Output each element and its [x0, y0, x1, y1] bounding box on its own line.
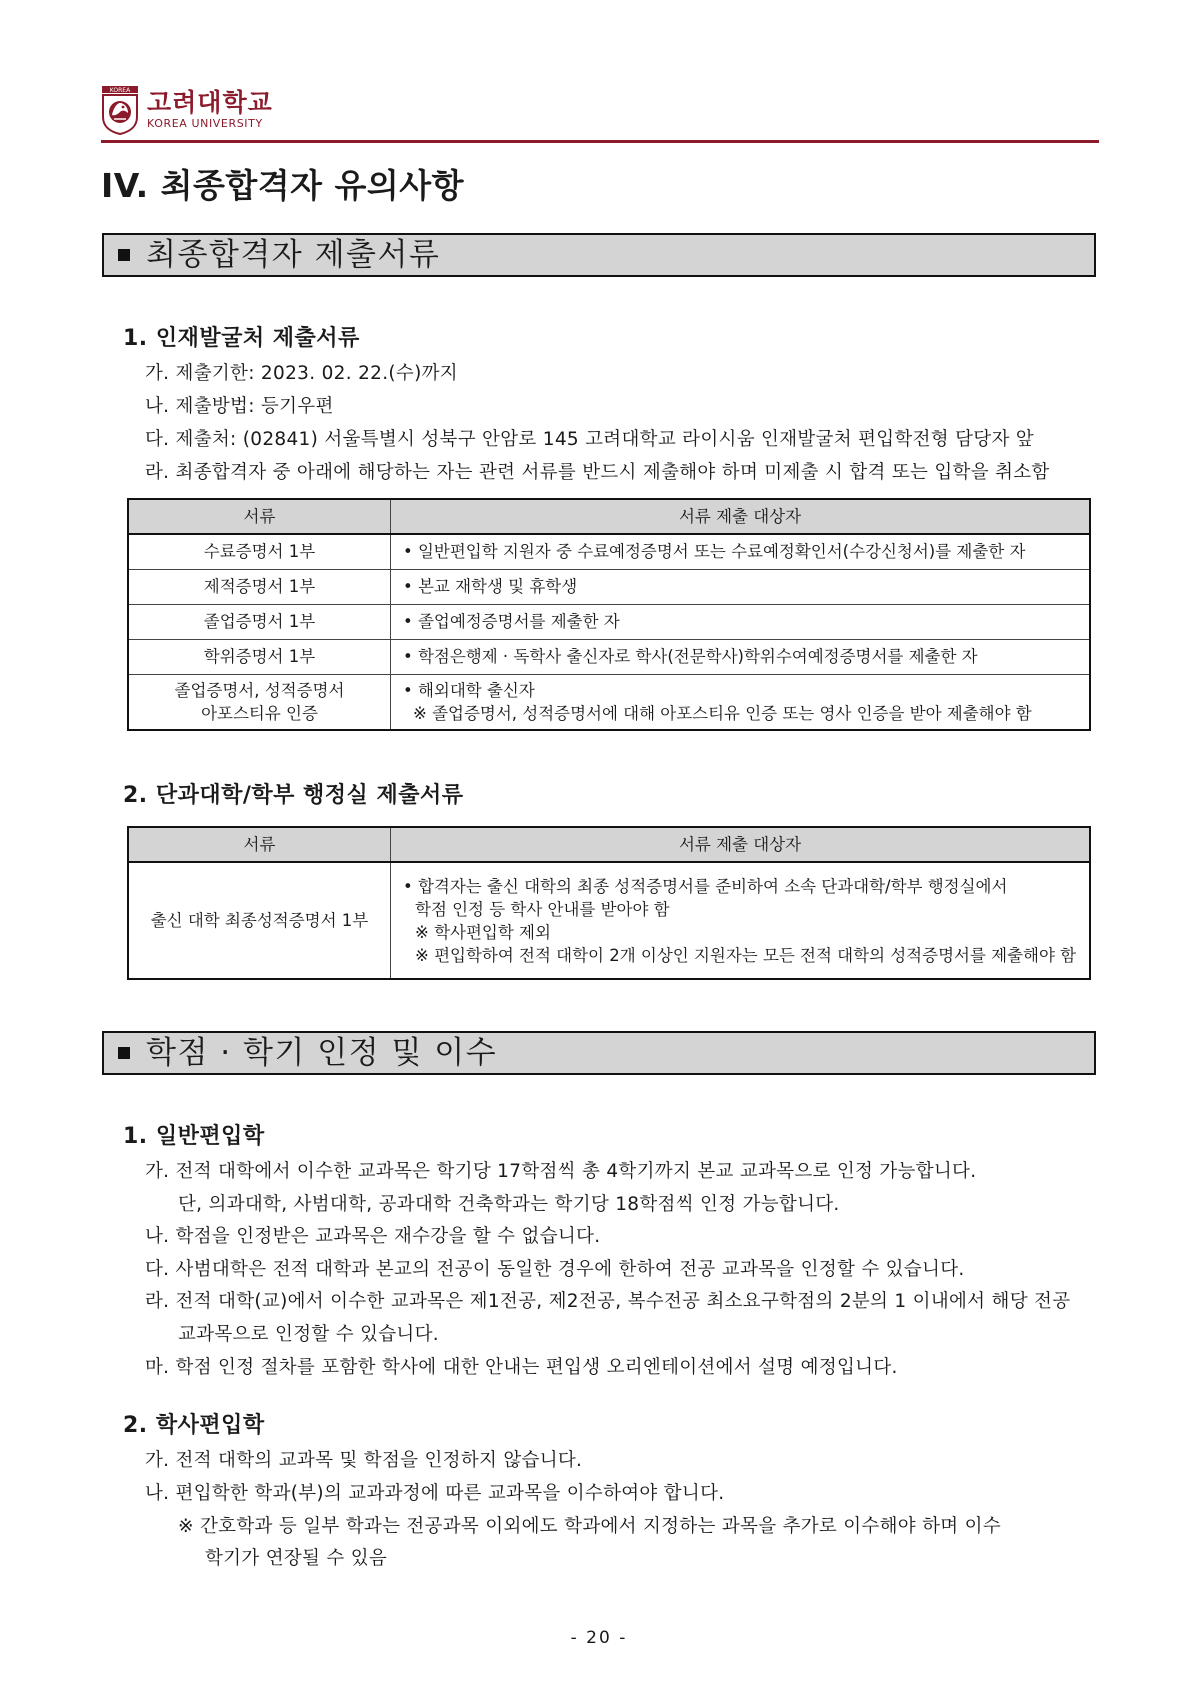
note-item-continuation: 학기가 연장될 수 있음 [205, 1548, 388, 1569]
list-item: 다. 제출처: (02841) 서울특별시 성북구 안암로 145 고려대학교 라이시움 인재발굴처 편입학전형 담당자 앞 [145, 429, 1034, 450]
university-seal-icon [101, 85, 139, 135]
subsection-title: 2. 학사편입학 [123, 1413, 265, 1438]
list-item: 가. 전적 대학에서 이수한 교과목은 학기당 17학점씩 총 4학기까지 본교 교과목으로 인정 가능합니다. [145, 1161, 977, 1182]
table-cell: 수료증명서 1부 [128, 534, 391, 569]
table-header-row [128, 499, 1090, 534]
list-item: 가. 전적 대학의 교과목 및 학점을 인정하지 않습니다. [145, 1450, 583, 1471]
svg-text:KOREA: KOREA [109, 87, 131, 94]
table-cell: • 졸업예정증명서를 제출한 자 [391, 604, 1091, 639]
section-band-documents [102, 233, 1096, 277]
square-bullet-icon [118, 249, 130, 261]
table-row [128, 862, 1090, 979]
section-title: 학점 · 학기 인정 및 이수 [146, 1035, 498, 1071]
table-row [128, 534, 1090, 569]
column-header: 서류 제출 대상자 [391, 499, 1091, 534]
square-bullet-icon [118, 1047, 130, 1059]
logo-name-english: KOREA UNIVERSITY [147, 117, 263, 130]
table-row [128, 604, 1090, 639]
cell-line: • 합격자는 출신 대학의 최종 성적증명서를 준비하여 소속 단과대학/학부 행정실에서 [403, 876, 1008, 896]
logo-name-korean: 고려대학교 [147, 88, 273, 117]
page-number: - 20 - [570, 1628, 628, 1648]
cell-line: ※ 학사편입학 제외 [415, 922, 551, 942]
cell-line: 아포스티유 인증 [201, 703, 318, 723]
table-header-row [128, 827, 1090, 862]
table-cell: 제적증명서 1부 [128, 569, 391, 604]
chapter-title: IV. 최종합격자 유의사항 [101, 166, 464, 205]
list-item: 나. 편입학한 학과(부)의 교과과정에 따른 교과목을 이수하여야 합니다. [145, 1483, 725, 1504]
list-item: 다. 사범대학은 전적 대학과 본교의 전공이 동일한 경우에 한하여 전공 교과목을 인정할 수 있습니다. [145, 1259, 965, 1280]
table-row [128, 639, 1090, 674]
subsection-title: 2. 단과대학/학부 행정실 제출서류 [123, 783, 464, 808]
table-cell: • 본교 재학생 및 휴학생 [391, 569, 1091, 604]
column-header: 서류 [128, 499, 391, 534]
list-item-continuation: 단, 의과대학, 사범대학, 공과대학 건축학과는 학기당 18학점씩 인정 가능합니다. [178, 1194, 840, 1215]
cell-line: 졸업증명서, 성적증명서 [174, 680, 345, 700]
list-item: 가. 제출기한: 2023. 02. 22.(수)까지 [145, 363, 458, 384]
university-logo [101, 85, 273, 135]
cell-line: • 해외대학 출신자 [403, 680, 535, 700]
list-item: 마. 학점 인정 절차를 포함한 학사에 대한 안내는 편입생 오리엔테이션에서 설명 예정입니다. [145, 1357, 898, 1378]
table-cell [391, 674, 1091, 730]
subsection-title: 1. 인재발굴처 제출서류 [123, 326, 360, 351]
list-item: 라. 최종합격자 중 아래에 해당하는 자는 관련 서류를 반드시 제출해야 하며 미제출 시 합격 또는 입학을 취소함 [145, 462, 1050, 483]
list-item: 라. 전적 대학(교)에서 이수한 교과목은 제1전공, 제2전공, 복수전공 최소요구학점의 2분의 1 이내에서 해당 전공 [145, 1291, 1071, 1312]
subsection-title: 1. 일반편입학 [123, 1124, 265, 1149]
table-cell: 학위증명서 1부 [128, 639, 391, 674]
cell-line: 학점 인정 등 학사 안내를 받아야 함 [415, 899, 670, 919]
college-documents-table [127, 826, 1091, 980]
table-row [128, 674, 1090, 730]
list-item-continuation: 교과목으로 인정할 수 있습니다. [178, 1324, 439, 1345]
table-cell: 졸업증명서 1부 [128, 604, 391, 639]
table-cell: • 일반편입학 지원자 중 수료예정증명서 또는 수료예정확인서(수강신청서)를 제출한 자 [391, 534, 1091, 569]
cell-line: ※ 졸업증명서, 성적증명서에 대해 아포스티유 인증 또는 영사 인증을 받아 제출해야 함 [413, 703, 1032, 723]
list-item: 나. 제출방법: 등기우편 [145, 396, 334, 417]
section-title: 최종합격자 제출서류 [146, 237, 441, 273]
column-header: 서류 제출 대상자 [391, 827, 1091, 862]
table-cell [128, 674, 391, 730]
table-cell: 출신 대학 최종성적증명서 1부 [128, 862, 391, 979]
list-item: 나. 학점을 인정받은 교과목은 재수강을 할 수 없습니다. [145, 1226, 601, 1247]
section-band-credits [102, 1031, 1096, 1075]
table-cell [391, 862, 1091, 979]
note-item: ※ 간호학과 등 일부 학과는 전공과목 이외에도 학과에서 지정하는 과목을 추가로 이수해야 하며 이수 [178, 1516, 1001, 1537]
table-cell: • 학점은행제 · 독학사 출신자로 학사(전문학사)학위수여예정증명서를 제출한 자 [391, 639, 1091, 674]
table-row [128, 569, 1090, 604]
header-rule [101, 140, 1099, 143]
documents-table [127, 498, 1091, 731]
cell-line: ※ 편입학하여 전적 대학이 2개 이상인 지원자는 모든 전적 대학의 성적증명서를 제출해야 함 [415, 945, 1077, 965]
column-header: 서류 [128, 827, 391, 862]
